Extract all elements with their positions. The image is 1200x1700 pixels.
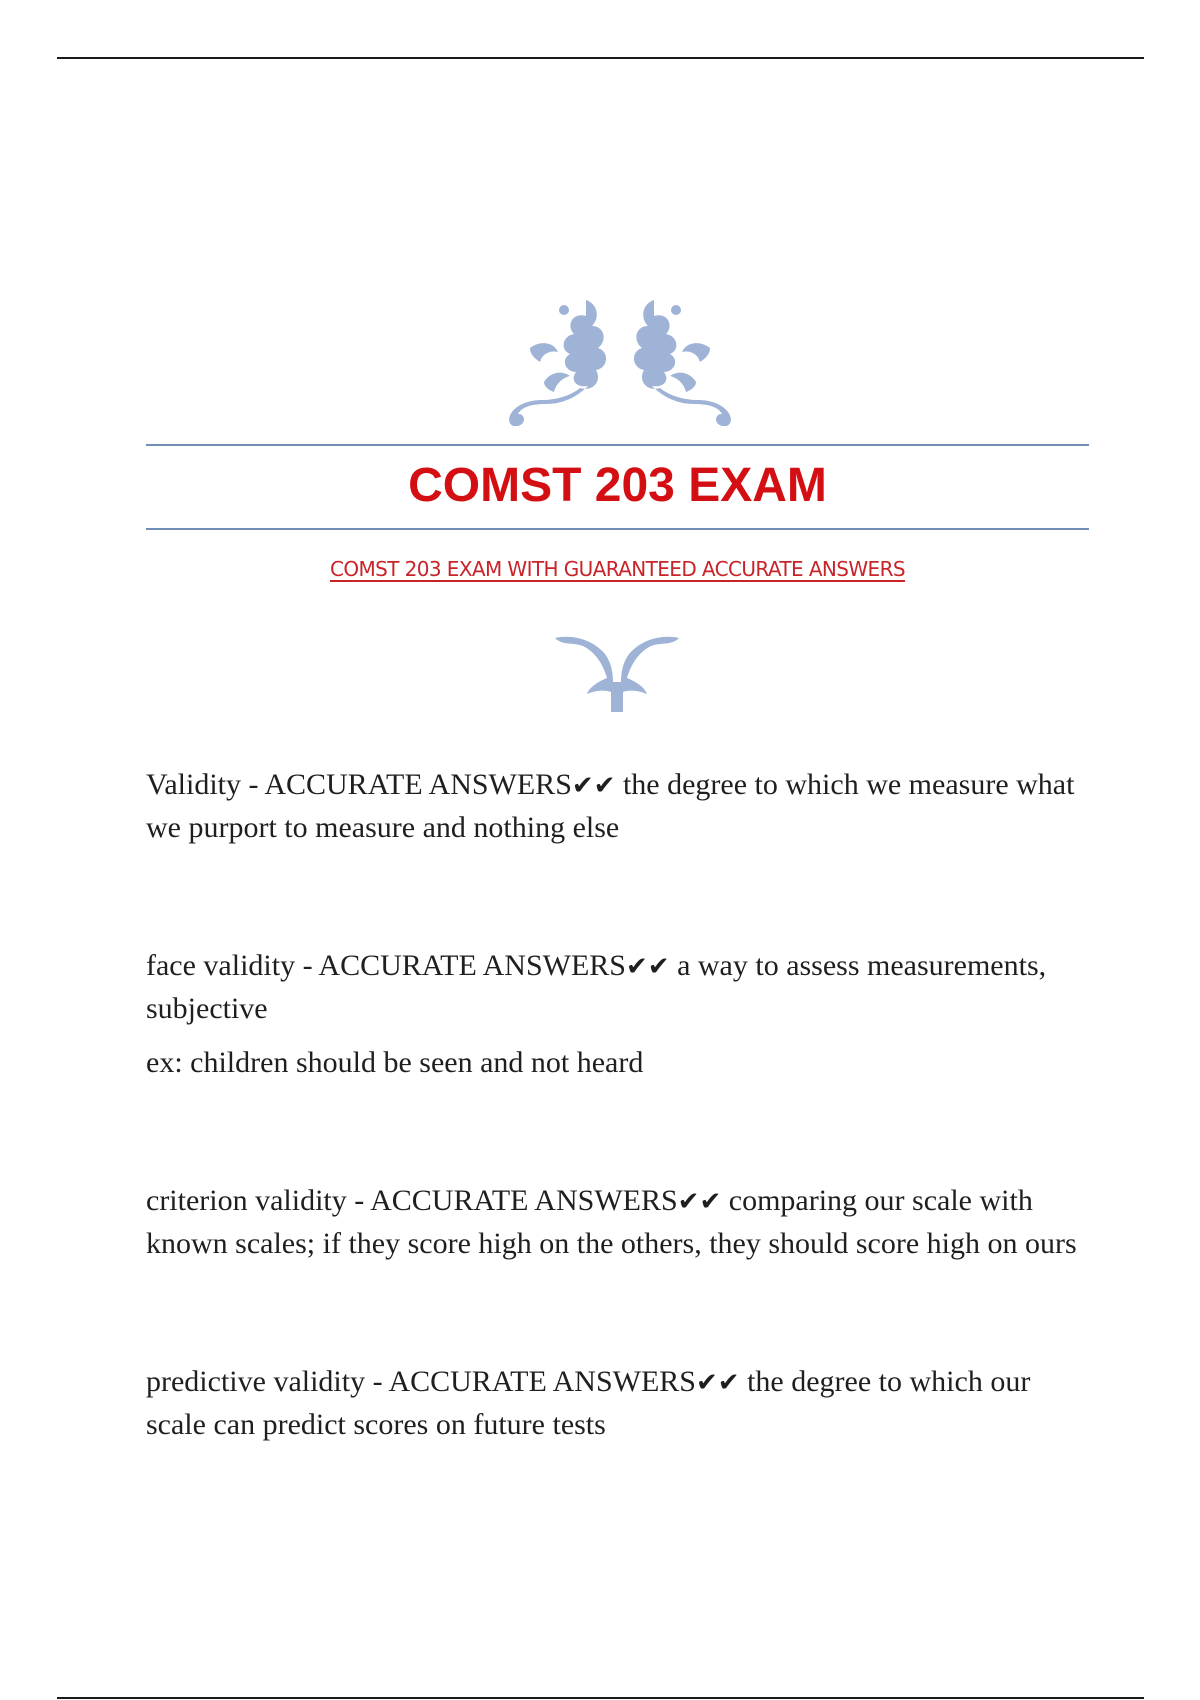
qa-entry-text (146, 764, 1096, 849)
definition: the degree to which our scale can predict scores on future tests (146, 1365, 1031, 1441)
term: criterion validity (146, 1184, 347, 1217)
qa-entry-criterion-validity (146, 1180, 1096, 1265)
answer-label: - ACCURATE ANSWERS (241, 768, 572, 801)
fleur-divider-icon (553, 632, 681, 712)
answer-label: - ACCURATE ANSWERS (346, 1184, 678, 1217)
term: Validity (146, 768, 241, 801)
page-bottom-rule (57, 1697, 1144, 1699)
qa-content (146, 764, 1096, 1446)
double-check-icon: ✔✔ (696, 1368, 740, 1398)
qa-entry-validity (146, 764, 1096, 849)
page-top-rule (57, 57, 1144, 59)
qa-entry-text (146, 945, 1096, 1030)
page-title: COMST 203 EXAM (408, 459, 827, 512)
answer-label: - ACCURATE ANSWERS (365, 1365, 696, 1398)
double-check-icon: ✔✔ (625, 952, 670, 982)
qa-entry-text (146, 1180, 1096, 1265)
answer-label: - ACCURATE ANSWERS (295, 949, 626, 982)
term: predictive validity (146, 1365, 366, 1398)
double-check-icon: ✔✔ (677, 1187, 722, 1217)
qa-entry-predictive-validity (146, 1361, 1096, 1446)
definition: a way to assess measurements, subjective (146, 949, 1047, 1025)
title-rule-lower (146, 528, 1089, 530)
floral-flourish-icon (500, 296, 740, 426)
definition: comparing our scale with known scales; if they score high on the others, they should score high on ours (146, 1184, 1077, 1260)
example-text: ex: children should be seen and not heard (146, 1046, 644, 1079)
title-rule-upper (146, 444, 1089, 446)
page-subtitle: COMST 203 EXAM WITH GUARANTEED ACCURATE ANSWERS (330, 557, 905, 581)
qa-entry-face-validity (146, 945, 1096, 1084)
qa-entry-text (146, 1361, 1096, 1446)
definition: the degree to which we measure what we purport to measure and nothing else (146, 768, 1075, 844)
term: face validity (146, 949, 296, 982)
double-check-icon: ✔✔ (571, 771, 616, 801)
